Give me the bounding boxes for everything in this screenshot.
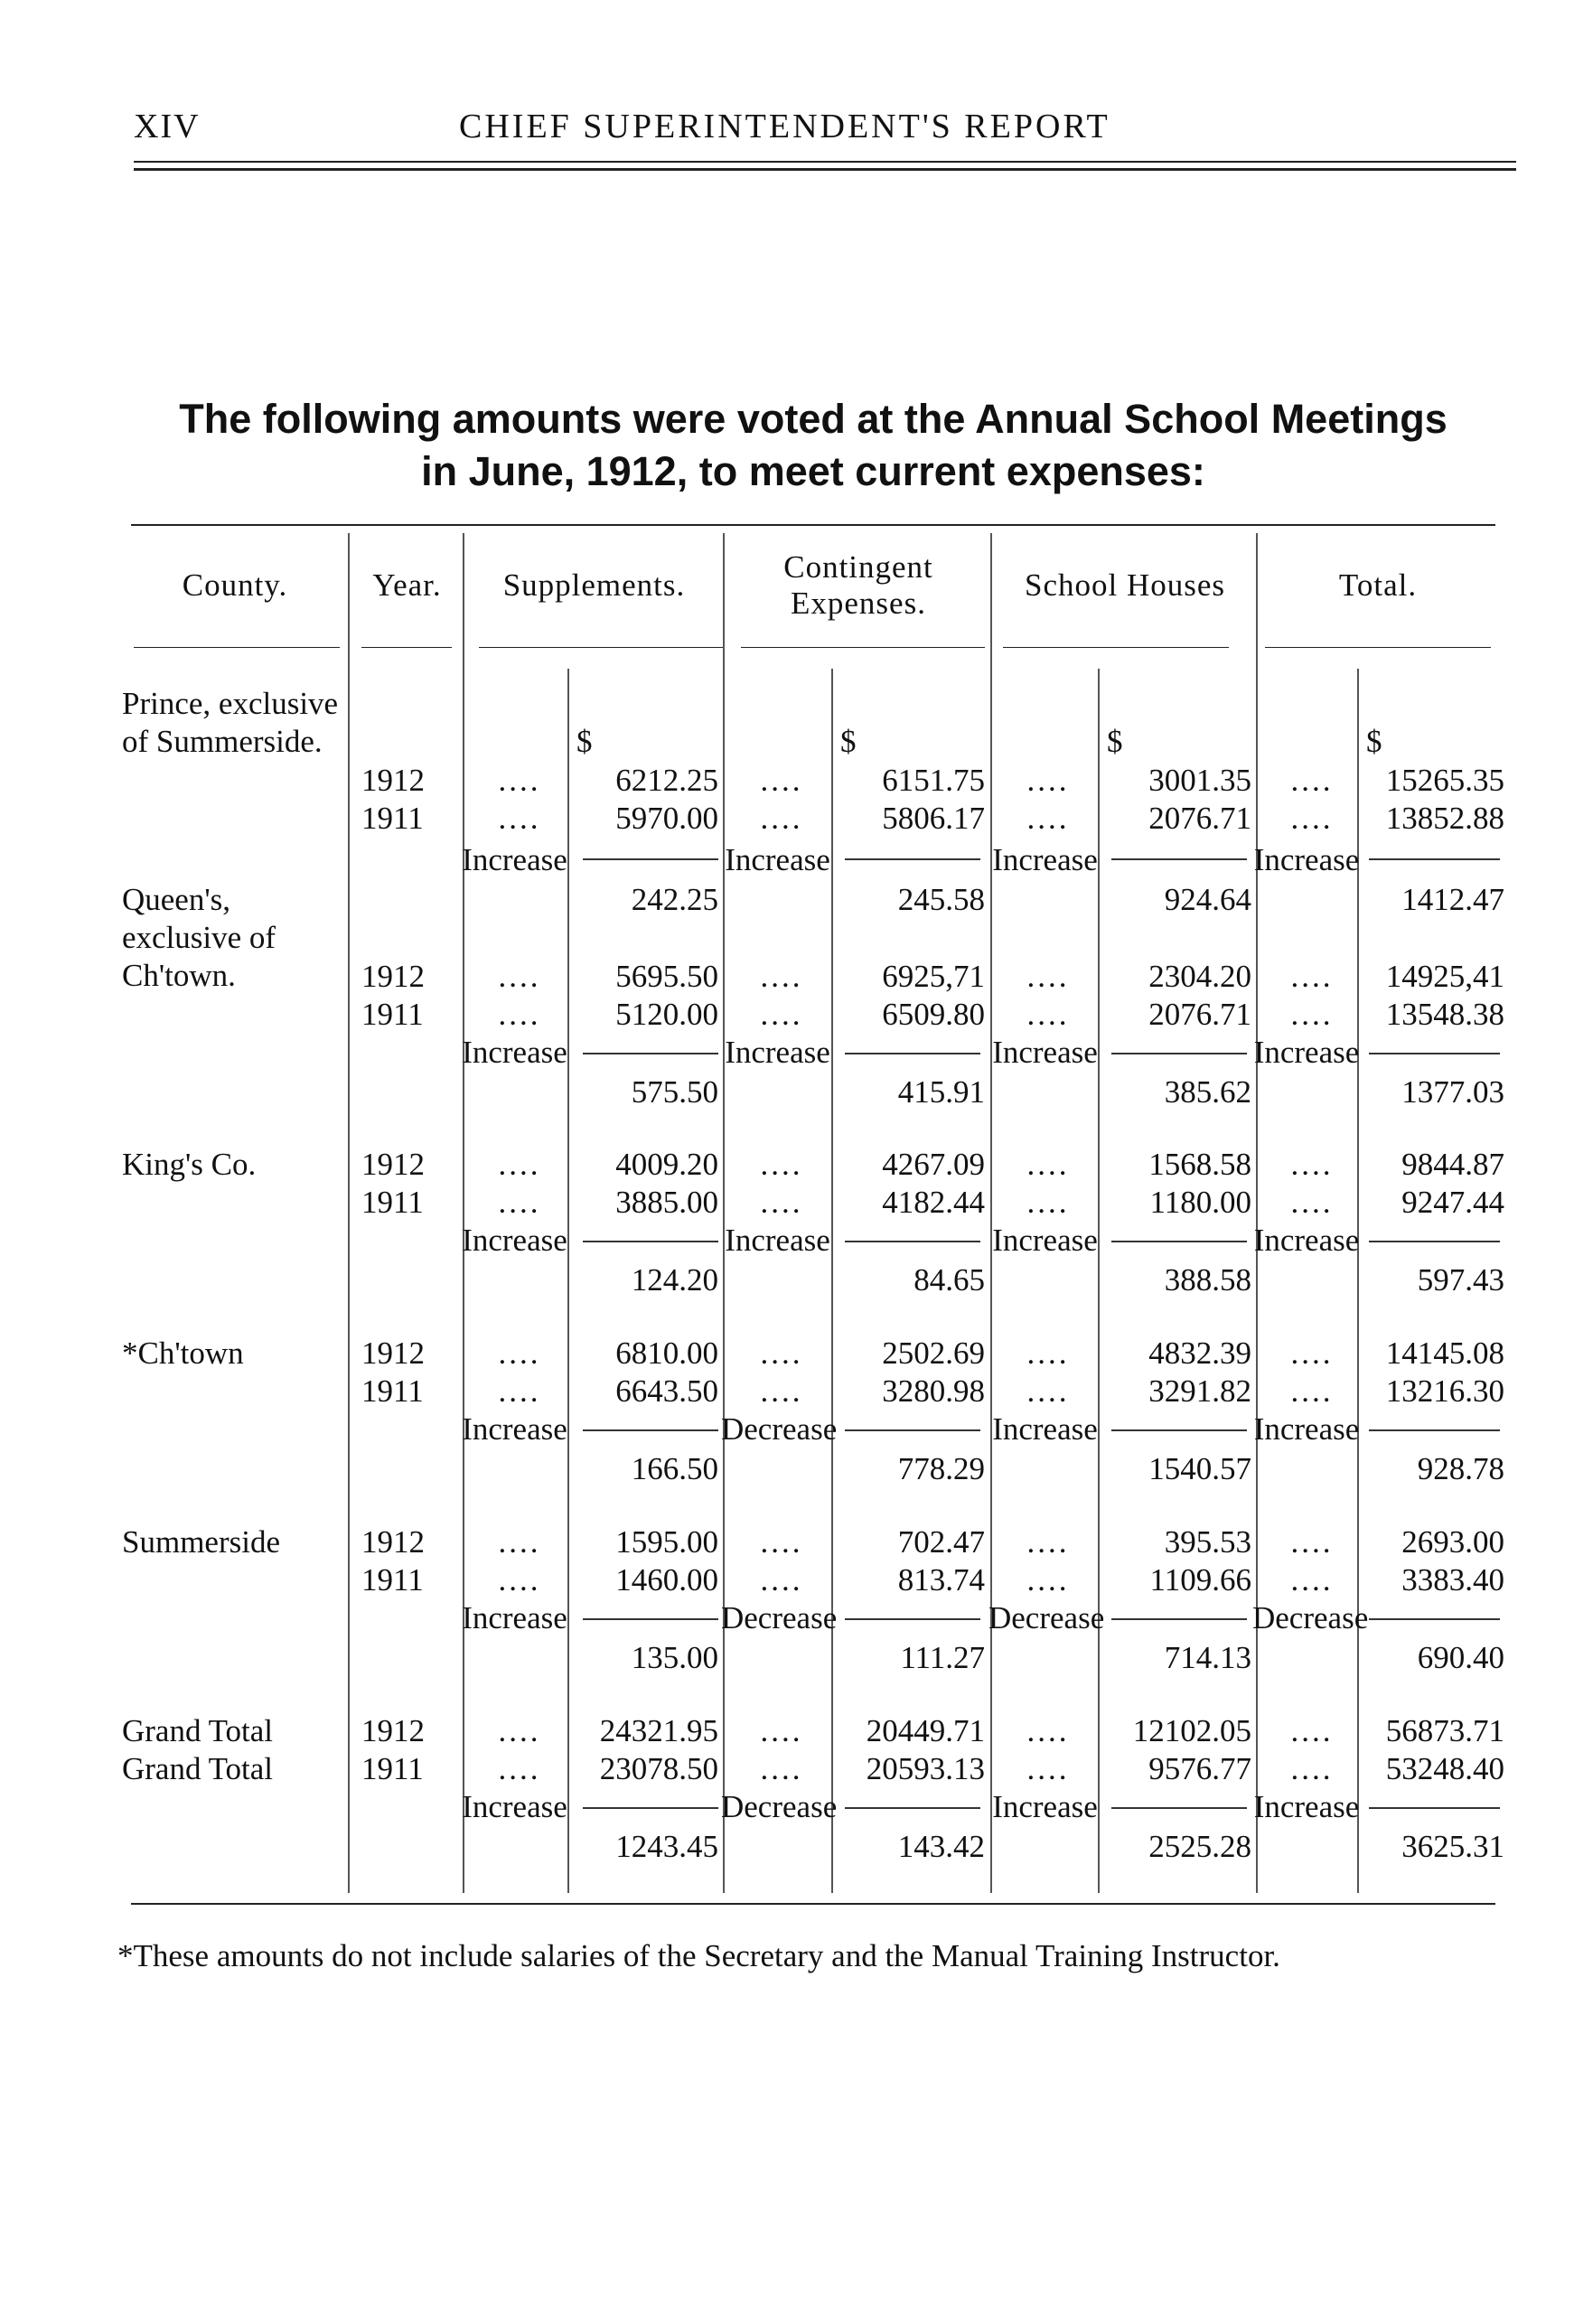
- year-1912: 1912: [361, 1524, 425, 1560]
- school-houses-1912: 4832.39: [1148, 1335, 1251, 1371]
- difference-rule: [1369, 1241, 1500, 1242]
- supplements-1912: 6810.00: [615, 1335, 718, 1371]
- school-houses-1911: 3291.82: [1148, 1373, 1251, 1409]
- contingent-1911: 813.74: [897, 1562, 985, 1598]
- col-head-county: County.: [182, 567, 288, 603]
- change-label: Decrease: [721, 1600, 838, 1635]
- contingent-difference: 778.29: [897, 1451, 985, 1486]
- change-label: Increase: [1253, 1035, 1360, 1070]
- supplements-1911: 5970.00: [615, 801, 718, 836]
- change-label: Decrease: [721, 1411, 838, 1447]
- school-houses-1912: 1568.58: [1148, 1147, 1251, 1182]
- year-1911: 1911: [361, 1373, 424, 1409]
- difference-rule: [1369, 858, 1500, 860]
- year-1911: 1911: [361, 801, 424, 836]
- supplements-difference: 575.50: [631, 1074, 718, 1110]
- leader-dots: ....: [1026, 1335, 1070, 1371]
- year-1911: 1911: [361, 1185, 424, 1220]
- change-label: Increase: [462, 1789, 567, 1824]
- total-1911: 13852.88: [1385, 801, 1504, 836]
- total-1912: 15265.35: [1385, 763, 1504, 798]
- change-label: Decrease: [1252, 1600, 1369, 1635]
- supplements-difference: 135.00: [631, 1640, 718, 1675]
- difference-rule: [845, 1618, 980, 1620]
- leader-dots: ....: [1026, 1147, 1070, 1182]
- change-label: Increase: [462, 1223, 567, 1258]
- leader-dots: ....: [1290, 1185, 1334, 1220]
- page-number: XIV: [134, 108, 201, 145]
- leader-dots: ....: [1026, 801, 1070, 836]
- change-label: Increase: [462, 1035, 567, 1070]
- contingent-1911: 6509.80: [882, 997, 985, 1032]
- contingent-1912: 6925,71: [882, 959, 985, 994]
- contingent-1911: 4182.44: [882, 1185, 985, 1220]
- dollar-total: $: [1366, 724, 1382, 759]
- leader-dots: ....: [760, 1524, 803, 1560]
- difference-rule: [845, 1807, 980, 1809]
- col-head-supplements: Supplements.: [502, 567, 686, 603]
- supp-head-rule: [479, 647, 723, 648]
- year-1912: 1912: [361, 1713, 425, 1748]
- change-label: Increase: [992, 842, 1098, 877]
- change-label: Increase: [1253, 1223, 1360, 1258]
- leader-dots: ....: [760, 1373, 803, 1409]
- leader-dots: ....: [498, 1524, 541, 1560]
- leader-dots: ....: [1026, 1185, 1070, 1220]
- sh-head-rule: [1003, 647, 1229, 648]
- total-1911: 13548.38: [1385, 997, 1504, 1032]
- supplements-1911: 6643.50: [615, 1373, 718, 1409]
- running-title: CHIEF SUPERINTENDENT'S REPORT: [459, 108, 1110, 145]
- change-label: Increase: [992, 1223, 1098, 1258]
- supplements-1911: 3885.00: [615, 1185, 718, 1220]
- table-bottom-rule: [131, 1903, 1495, 1905]
- supplements-1911: 1460.00: [615, 1562, 718, 1598]
- table-top-rule: [131, 524, 1495, 526]
- leader-dots: ....: [1290, 1524, 1334, 1560]
- leader-dots: ....: [760, 1335, 803, 1371]
- difference-rule: [845, 1429, 980, 1431]
- school-houses-1912: 12102.05: [1132, 1713, 1251, 1748]
- difference-rule: [583, 1618, 718, 1620]
- leader-dots: ....: [760, 1185, 803, 1220]
- change-label: Decrease: [988, 1600, 1105, 1635]
- school-houses-difference: 2525.28: [1148, 1829, 1251, 1864]
- change-label: Increase: [725, 842, 830, 877]
- total-1912: 56873.71: [1385, 1713, 1504, 1748]
- difference-rule: [1111, 858, 1247, 860]
- leader-dots: ....: [760, 763, 803, 798]
- county-name: Prince, exclusive of Summerside.: [122, 686, 339, 759]
- leader-dots: ....: [760, 1713, 803, 1748]
- col-rule-1: [348, 533, 350, 1893]
- total-difference: 928.78: [1417, 1451, 1504, 1486]
- contingent-1911: 5806.17: [882, 801, 985, 836]
- col-rule-2: [463, 533, 464, 1893]
- col-head-year: Year.: [372, 567, 442, 603]
- leader-dots: ....: [1290, 763, 1334, 798]
- leader-dots: ....: [1026, 1751, 1070, 1786]
- leader-dots: ....: [760, 801, 803, 836]
- supplements-difference: 166.50: [631, 1451, 718, 1486]
- difference-rule: [1111, 1429, 1247, 1431]
- school-houses-1911: 2076.71: [1148, 997, 1251, 1032]
- contingent-1911: 3280.98: [882, 1373, 985, 1409]
- change-label: Increase: [992, 1035, 1098, 1070]
- total-difference: 597.43: [1417, 1262, 1504, 1298]
- year-1912: 1912: [361, 763, 425, 798]
- leader-dots: ....: [760, 1751, 803, 1786]
- change-label: Increase: [1253, 1411, 1360, 1447]
- school-houses-difference: 385.62: [1164, 1074, 1251, 1110]
- supplements-1911: 5120.00: [615, 997, 718, 1032]
- leader-dots: ....: [1290, 1147, 1334, 1182]
- school-houses-1911: 9576.77: [1148, 1751, 1251, 1786]
- contingent-difference: 111.27: [900, 1640, 985, 1675]
- county-name: Grand Total: [122, 1751, 274, 1786]
- difference-rule: [1369, 1429, 1500, 1431]
- change-label: Increase: [1253, 842, 1360, 877]
- difference-rule: [583, 858, 718, 860]
- supplements-1912: 4009.20: [615, 1147, 718, 1182]
- leader-dots: ....: [498, 763, 541, 798]
- leader-dots: ....: [1290, 1562, 1334, 1598]
- difference-rule: [1369, 1807, 1500, 1809]
- leader-dots: ....: [498, 801, 541, 836]
- year-1911: 1911: [361, 1751, 424, 1786]
- total-difference: 3625.31: [1401, 1829, 1504, 1864]
- col-rule-6: [990, 533, 992, 1893]
- supplements-difference: 124.20: [631, 1262, 718, 1298]
- col-head-total: Total.: [1338, 567, 1418, 603]
- leader-dots: ....: [498, 1713, 541, 1748]
- change-label: Increase: [462, 1411, 567, 1447]
- school-houses-1912: 3001.35: [1148, 763, 1251, 798]
- leader-dots: ....: [498, 1751, 541, 1786]
- heading-line-1: The following amounts were voted at the Annual School Meetings: [179, 396, 1448, 442]
- leader-dots: ....: [498, 1335, 541, 1371]
- supplements-1912: 1595.00: [615, 1524, 718, 1560]
- difference-rule: [1111, 1807, 1247, 1809]
- leader-dots: ....: [1026, 1524, 1070, 1560]
- contingent-1912: 6151.75: [882, 763, 985, 798]
- contingent-1912: 20449.71: [866, 1713, 985, 1748]
- footnote: *These amounts do not include salaries of the Secretary and the Manual Training Instructor.: [117, 1938, 1280, 1973]
- total-1912: 9844.87: [1401, 1147, 1504, 1182]
- change-label: Decrease: [721, 1789, 838, 1824]
- school-houses-1912: 2304.20: [1148, 959, 1251, 994]
- leader-dots: ....: [1026, 1713, 1070, 1748]
- difference-rule: [583, 1807, 718, 1809]
- county-name: Grand Total: [122, 1713, 274, 1748]
- total-head-rule: [1265, 647, 1491, 648]
- total-1911: 13216.30: [1385, 1373, 1504, 1409]
- leader-dots: ....: [498, 1562, 541, 1598]
- contingent-1912: 2502.69: [882, 1335, 985, 1371]
- county-head-rule: [134, 647, 340, 648]
- difference-rule: [583, 1241, 718, 1242]
- col-rule-4: [723, 533, 725, 1893]
- leader-dots: ....: [760, 1147, 803, 1182]
- contingent-1911: 20593.13: [866, 1751, 985, 1786]
- heading-line-2: in June, 1912, to meet current expenses:: [421, 448, 1205, 494]
- leader-dots: ....: [1290, 1335, 1334, 1371]
- change-label: Increase: [462, 842, 567, 877]
- contingent-difference: 415.91: [897, 1074, 985, 1110]
- change-label: Increase: [992, 1789, 1098, 1824]
- school-houses-difference: 714.13: [1164, 1640, 1251, 1675]
- total-1911: 9247.44: [1401, 1185, 1504, 1220]
- leader-dots: ....: [1290, 1751, 1334, 1786]
- leader-dots: ....: [760, 959, 803, 994]
- year-1912: 1912: [361, 1335, 425, 1371]
- year-head-rule: [361, 647, 452, 648]
- county-name: King's Co.: [122, 1147, 257, 1182]
- total-1912: 14925,41: [1385, 959, 1504, 994]
- year-1912: 1912: [361, 959, 425, 994]
- leader-dots: ....: [1026, 763, 1070, 798]
- difference-rule: [1369, 1053, 1500, 1054]
- difference-rule: [845, 858, 980, 860]
- difference-rule: [1111, 1618, 1247, 1620]
- dollar-supplements: $: [576, 724, 593, 759]
- dollar-contingent: $: [840, 724, 857, 759]
- school-houses-difference: 388.58: [1164, 1262, 1251, 1298]
- change-label: Increase: [462, 1600, 567, 1635]
- leader-dots: ....: [760, 997, 803, 1032]
- leader-dots: ....: [1290, 1373, 1334, 1409]
- difference-rule: [1369, 1618, 1500, 1620]
- total-1911: 3383.40: [1401, 1562, 1504, 1598]
- leader-dots: ....: [498, 1185, 541, 1220]
- difference-rule: [845, 1241, 980, 1242]
- supplements-1912: 6212.25: [615, 763, 718, 798]
- leader-dots: ....: [1290, 959, 1334, 994]
- change-label: Increase: [992, 1411, 1098, 1447]
- total-difference: 690.40: [1417, 1640, 1504, 1675]
- leader-dots: ....: [498, 997, 541, 1032]
- school-houses-1911: 1180.00: [1149, 1185, 1251, 1220]
- supplements-difference: 242.25: [631, 882, 718, 917]
- leader-dots: ....: [498, 959, 541, 994]
- year-1911: 1911: [361, 997, 424, 1032]
- leader-dots: ....: [498, 1147, 541, 1182]
- county-name: *Ch'town: [122, 1335, 244, 1371]
- leader-dots: ....: [760, 1562, 803, 1598]
- total-difference: 1412.47: [1401, 882, 1504, 917]
- total-1912: 2693.00: [1401, 1524, 1504, 1560]
- year-1911: 1911: [361, 1562, 424, 1598]
- leader-dots: ....: [1026, 997, 1070, 1032]
- leader-dots: ....: [1290, 1713, 1334, 1748]
- difference-rule: [583, 1053, 718, 1054]
- leader-dots: ....: [1290, 801, 1334, 836]
- total-difference: 1377.03: [1401, 1074, 1504, 1110]
- leader-dots: ....: [498, 1373, 541, 1409]
- total-1912: 14145.08: [1385, 1335, 1504, 1371]
- change-label: Increase: [725, 1223, 830, 1258]
- contingent-difference: 143.42: [897, 1829, 985, 1864]
- col-head-contingent: Contingent Expenses.: [783, 549, 933, 621]
- contingent-difference: 84.65: [913, 1262, 985, 1298]
- supplements-1912: 5695.50: [615, 959, 718, 994]
- county-name: Summerside: [122, 1524, 280, 1560]
- leader-dots: ....: [1026, 1562, 1070, 1598]
- contingent-1912: 4267.09: [882, 1147, 985, 1182]
- difference-rule: [1111, 1241, 1247, 1242]
- school-houses-difference: 924.64: [1164, 882, 1251, 917]
- supplements-difference: 1243.45: [615, 1829, 718, 1864]
- contingent-1912: 702.47: [897, 1524, 985, 1560]
- school-houses-1912: 395.53: [1164, 1524, 1251, 1560]
- leader-dots: ....: [1026, 1373, 1070, 1409]
- dollar-school-houses: $: [1107, 724, 1123, 759]
- cont-head-rule: [741, 647, 985, 648]
- leader-dots: ....: [1026, 959, 1070, 994]
- year-1912: 1912: [361, 1147, 425, 1182]
- contingent-difference: 245.58: [897, 882, 985, 917]
- school-houses-difference: 1540.57: [1148, 1451, 1251, 1486]
- total-1911: 53248.40: [1385, 1751, 1504, 1786]
- difference-rule: [583, 1429, 718, 1431]
- school-houses-1911: 2076.71: [1148, 801, 1251, 836]
- col-head-school-houses: School Houses: [1024, 567, 1226, 603]
- leader-dots: ....: [1290, 997, 1334, 1032]
- change-label: Increase: [725, 1035, 830, 1070]
- difference-rule: [1111, 1053, 1247, 1054]
- change-label: Increase: [1253, 1789, 1360, 1824]
- county-name: Queen's, exclusive of Ch'town.: [122, 882, 276, 993]
- supplements-1912: 24321.95: [599, 1713, 718, 1748]
- supplements-1911: 23078.50: [599, 1751, 718, 1786]
- difference-rule: [845, 1053, 980, 1054]
- school-houses-1911: 1109.66: [1149, 1562, 1251, 1598]
